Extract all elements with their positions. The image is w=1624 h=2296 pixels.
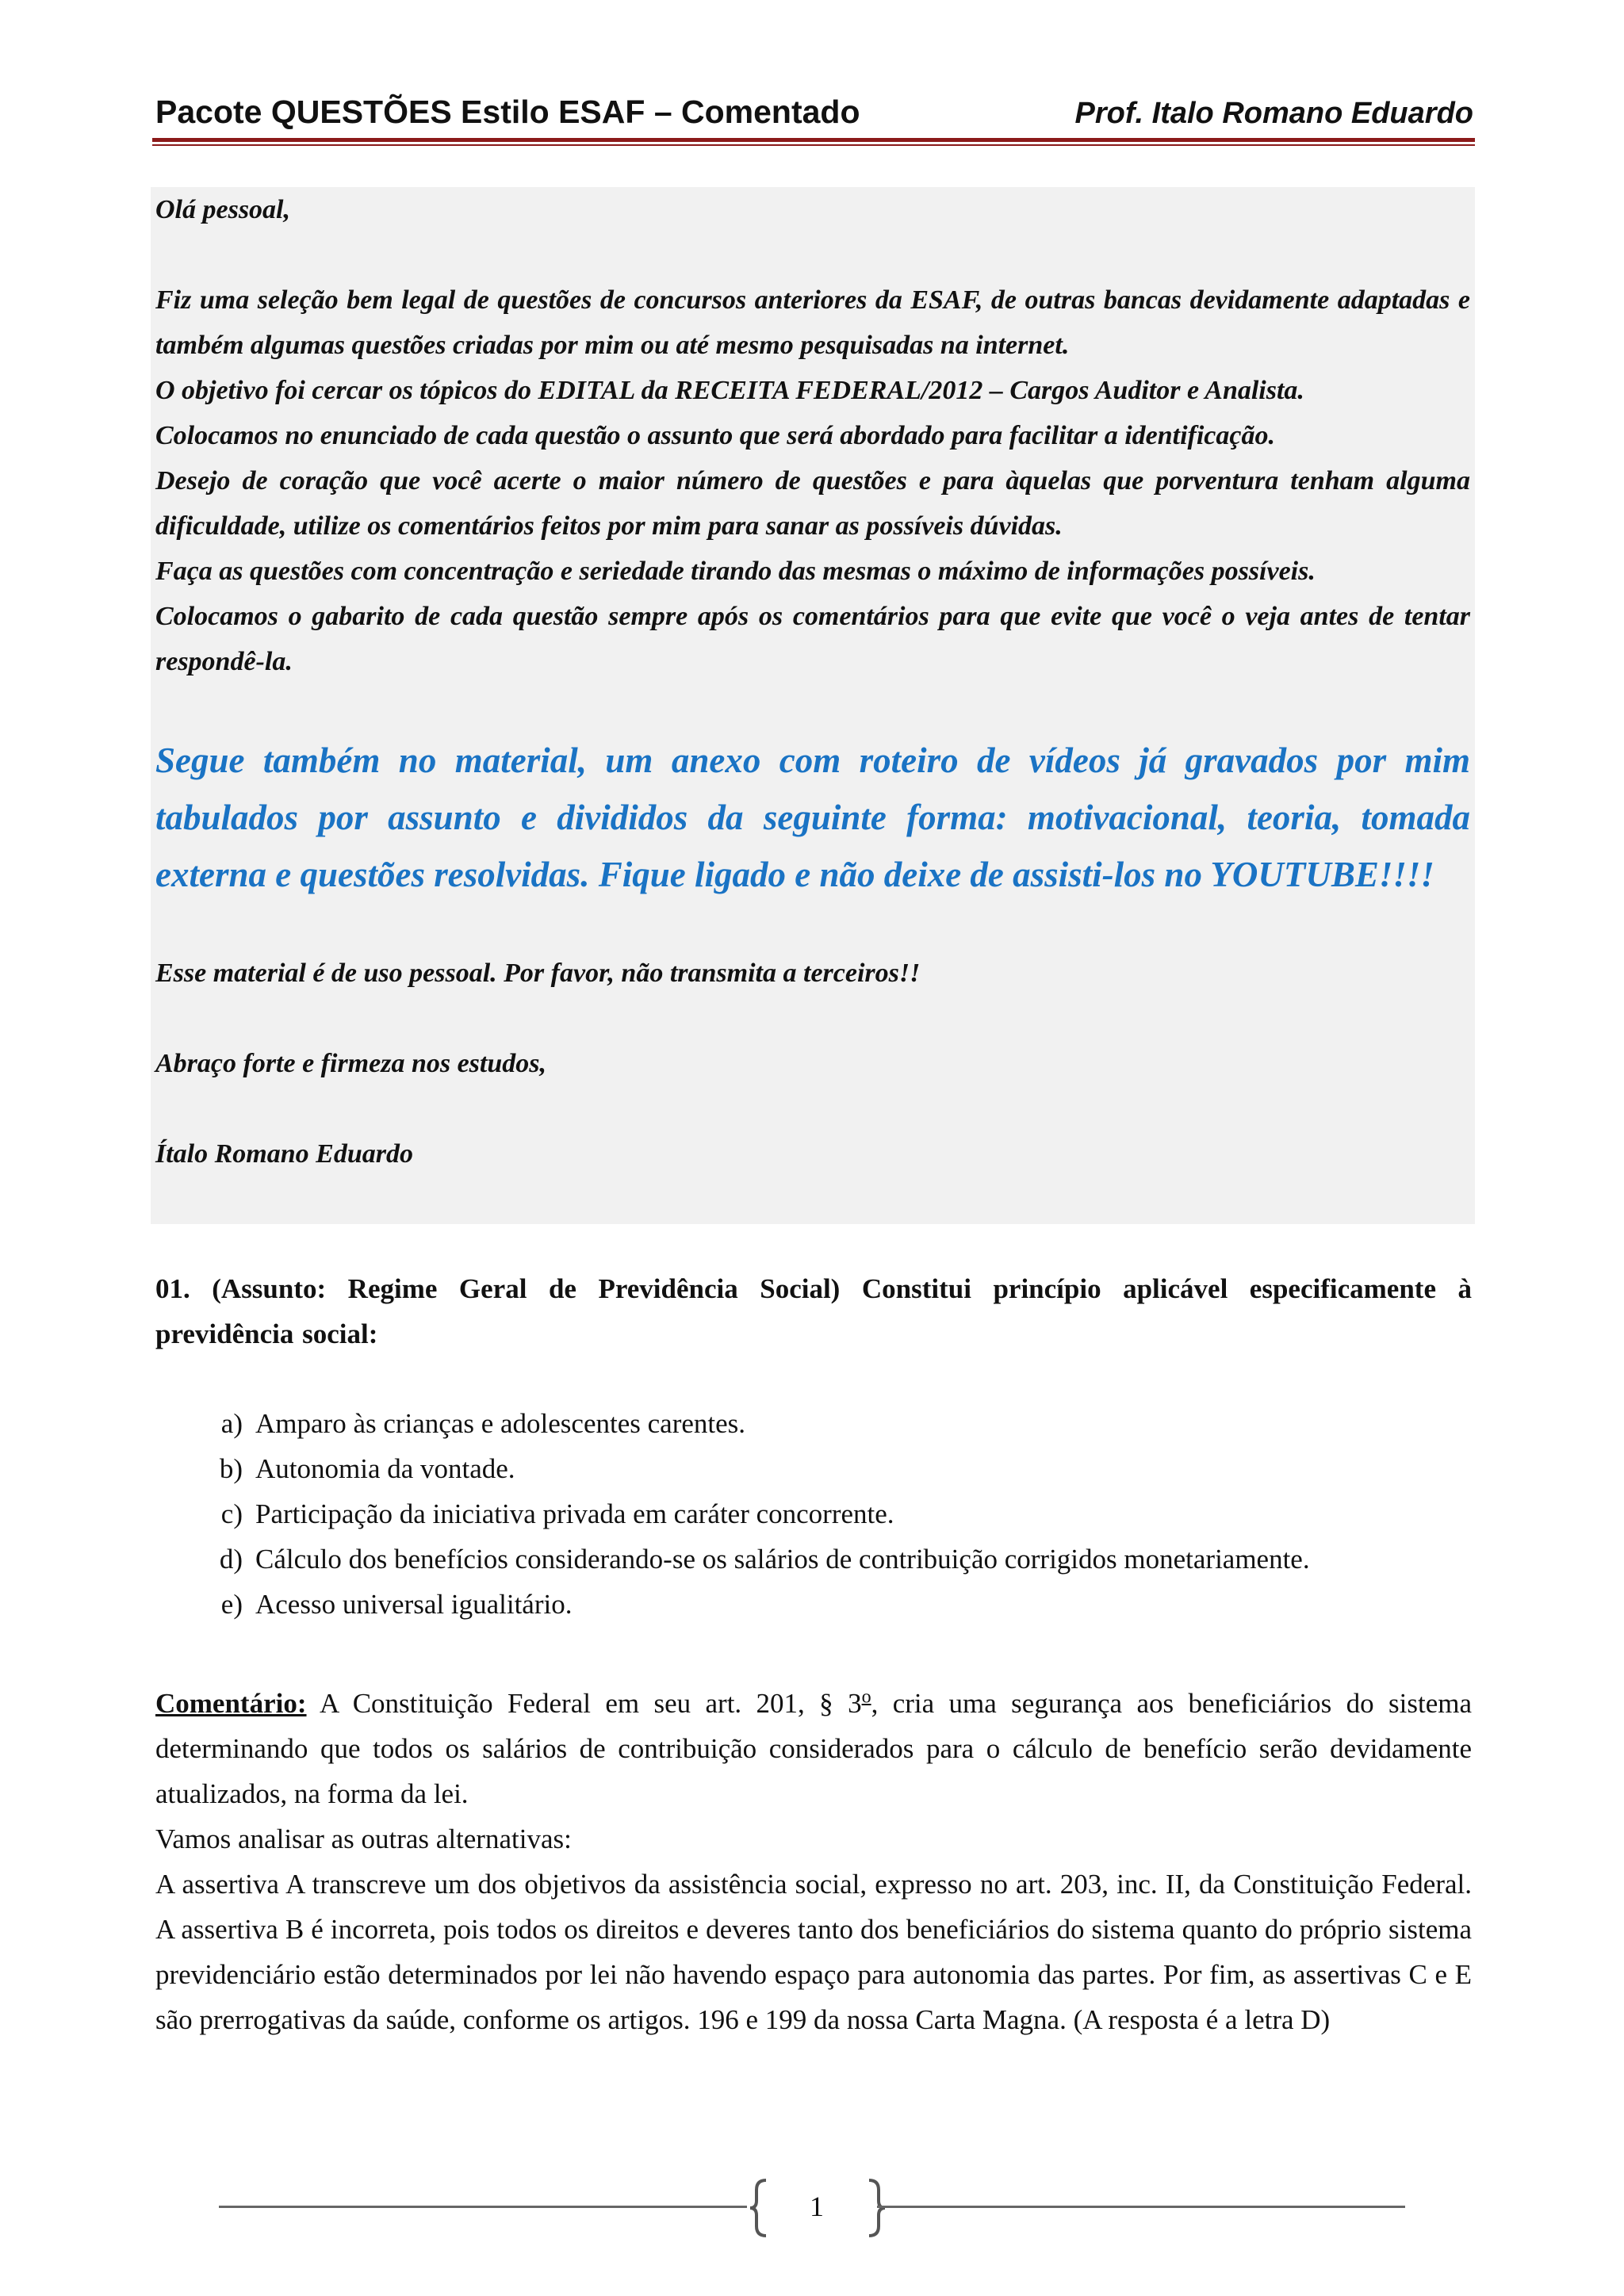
option-item bbox=[155, 1582, 1472, 1627]
intro-closing: Abraço forte e firmeza nos estudos, bbox=[155, 1049, 546, 1078]
right-brace-icon bbox=[864, 2177, 888, 2239]
header-rule-thin bbox=[152, 144, 1475, 146]
header-rule-thick bbox=[152, 138, 1475, 142]
options-list bbox=[155, 1401, 1472, 1627]
left-brace-icon bbox=[747, 2177, 771, 2239]
option-text: Participação da iniciativa privada em caráter concorrente. bbox=[255, 1498, 894, 1529]
footer-rule-right bbox=[877, 2206, 1405, 2208]
option-text: Autonomia da vontade. bbox=[255, 1453, 515, 1484]
comment-paragraph-1 bbox=[155, 1681, 1472, 1816]
comment-label: Comentário: bbox=[155, 1688, 307, 1719]
option-letter: d) bbox=[219, 1544, 243, 1575]
intro-notice: Esse material é de uso pessoal. Por favor, não transmita a terceiros!! bbox=[155, 959, 921, 988]
option-text: Acesso universal igualitário. bbox=[255, 1589, 573, 1620]
option-text: Amparo às crianças e adolescentes carentes. bbox=[255, 1408, 746, 1439]
intro-wish: Desejo de coração que você acerte o maior número de questões e para àquelas que porventura tenham alguma dificuldade, utilize os comentários feitos por mim para sanar as possíveis dúvidas. bbox=[155, 466, 1470, 541]
comment-text-start: A Constituição Federal em seu art. 201, § 3 bbox=[306, 1688, 862, 1719]
option-letter: a) bbox=[220, 1408, 243, 1439]
question-title: 01. (Assunto: Regime Geral de Previdência Social) Constitui princípio aplicável especificamente à previdência social: bbox=[155, 1273, 1472, 1349]
intro-paragraph: Fiz uma seleção bem legal de questões de concursos anteriores da ESAF, de outras bancas devidamente adaptadas e também algumas questões criadas por mim ou até mesmo pesquisadas na internet. bbox=[155, 285, 1470, 360]
option-item bbox=[155, 1401, 1472, 1446]
intro-highlight: Segue também no material, um anexo com roteiro de vídeos já gravados por mim tabulados por assunto e divididos da seguinte forma: motivacional, teoria, tomada externa e questões resolvidas. Fique ligado e não deixe de assisti-los no YOUTUBE!!!! bbox=[155, 740, 1470, 894]
intro-greeting: Olá pessoal, bbox=[155, 195, 290, 224]
header-author: Prof. Italo Romano Eduardo bbox=[1074, 97, 1473, 130]
intro-concentration: Faça as questões com concentração e seriedade tirando das mesmas o máximo de informações possíveis. bbox=[155, 557, 1316, 586]
option-letter: c) bbox=[220, 1498, 243, 1529]
intro-box bbox=[151, 187, 1475, 1224]
intro-objective: O objetivo foi cercar os tópicos do EDITAL da RECEITA FEDERAL/2012 – Cargos Auditor e Analista. bbox=[155, 376, 1304, 405]
page-header bbox=[155, 94, 1473, 141]
option-letter: b) bbox=[219, 1453, 243, 1484]
intro-subject-note: Colocamos no enunciado de cada questão o assunto que será abordado para facilitar a identificação. bbox=[155, 421, 1275, 450]
option-item bbox=[155, 1446, 1472, 1491]
option-item bbox=[155, 1536, 1472, 1582]
intro-signature: Ítalo Romano Eduardo bbox=[155, 1139, 413, 1169]
question-block bbox=[155, 1266, 1472, 1627]
comment-paragraph-3: A assertiva A transcreve um dos objetivos da assistência social, expresso no art. 203, inc. II, da Constituição Federal. A assertiva B é incorreta, pois todos os direitos e deveres tanto dos beneficiários do sistema quanto do próprio sistema previdenciário estão determinados por lei não havendo espaço para autonomia das partes. Por fim, as assertivas C e E são prerrogativas da saúde, conforme os artigos. 196 e 199 da nossa Carta Magna. (A resposta é a letra D) bbox=[155, 1869, 1472, 2035]
comment-block bbox=[155, 1681, 1472, 2042]
page-number: 1 bbox=[810, 2191, 824, 2222]
comment-superscript: o bbox=[861, 1686, 871, 1708]
comment-text-end: , cria uma segurança aos beneficiários do sistema determinando que todos os salários de contribuição considerados para o cálculo de benefício serão devidamente atualizados, na forma da lei. bbox=[155, 1688, 1472, 1809]
comment-paragraph-2: Vamos analisar as outras alternativas: bbox=[155, 1823, 572, 1854]
option-item bbox=[155, 1491, 1472, 1536]
option-text: Cálculo dos benefícios considerando-se os salários de contribuição corrigidos monetariamente. bbox=[255, 1544, 1310, 1575]
option-letter: e) bbox=[220, 1589, 243, 1620]
intro-answer-key: Colocamos o gabarito de cada questão sempre após os comentários para que evite que você o veja antes de tentar respondê-la. bbox=[155, 602, 1470, 676]
footer-rule-left bbox=[219, 2206, 747, 2208]
header-title: Pacote QUESTÕES Estilo ESAF – Comentado bbox=[155, 94, 860, 130]
